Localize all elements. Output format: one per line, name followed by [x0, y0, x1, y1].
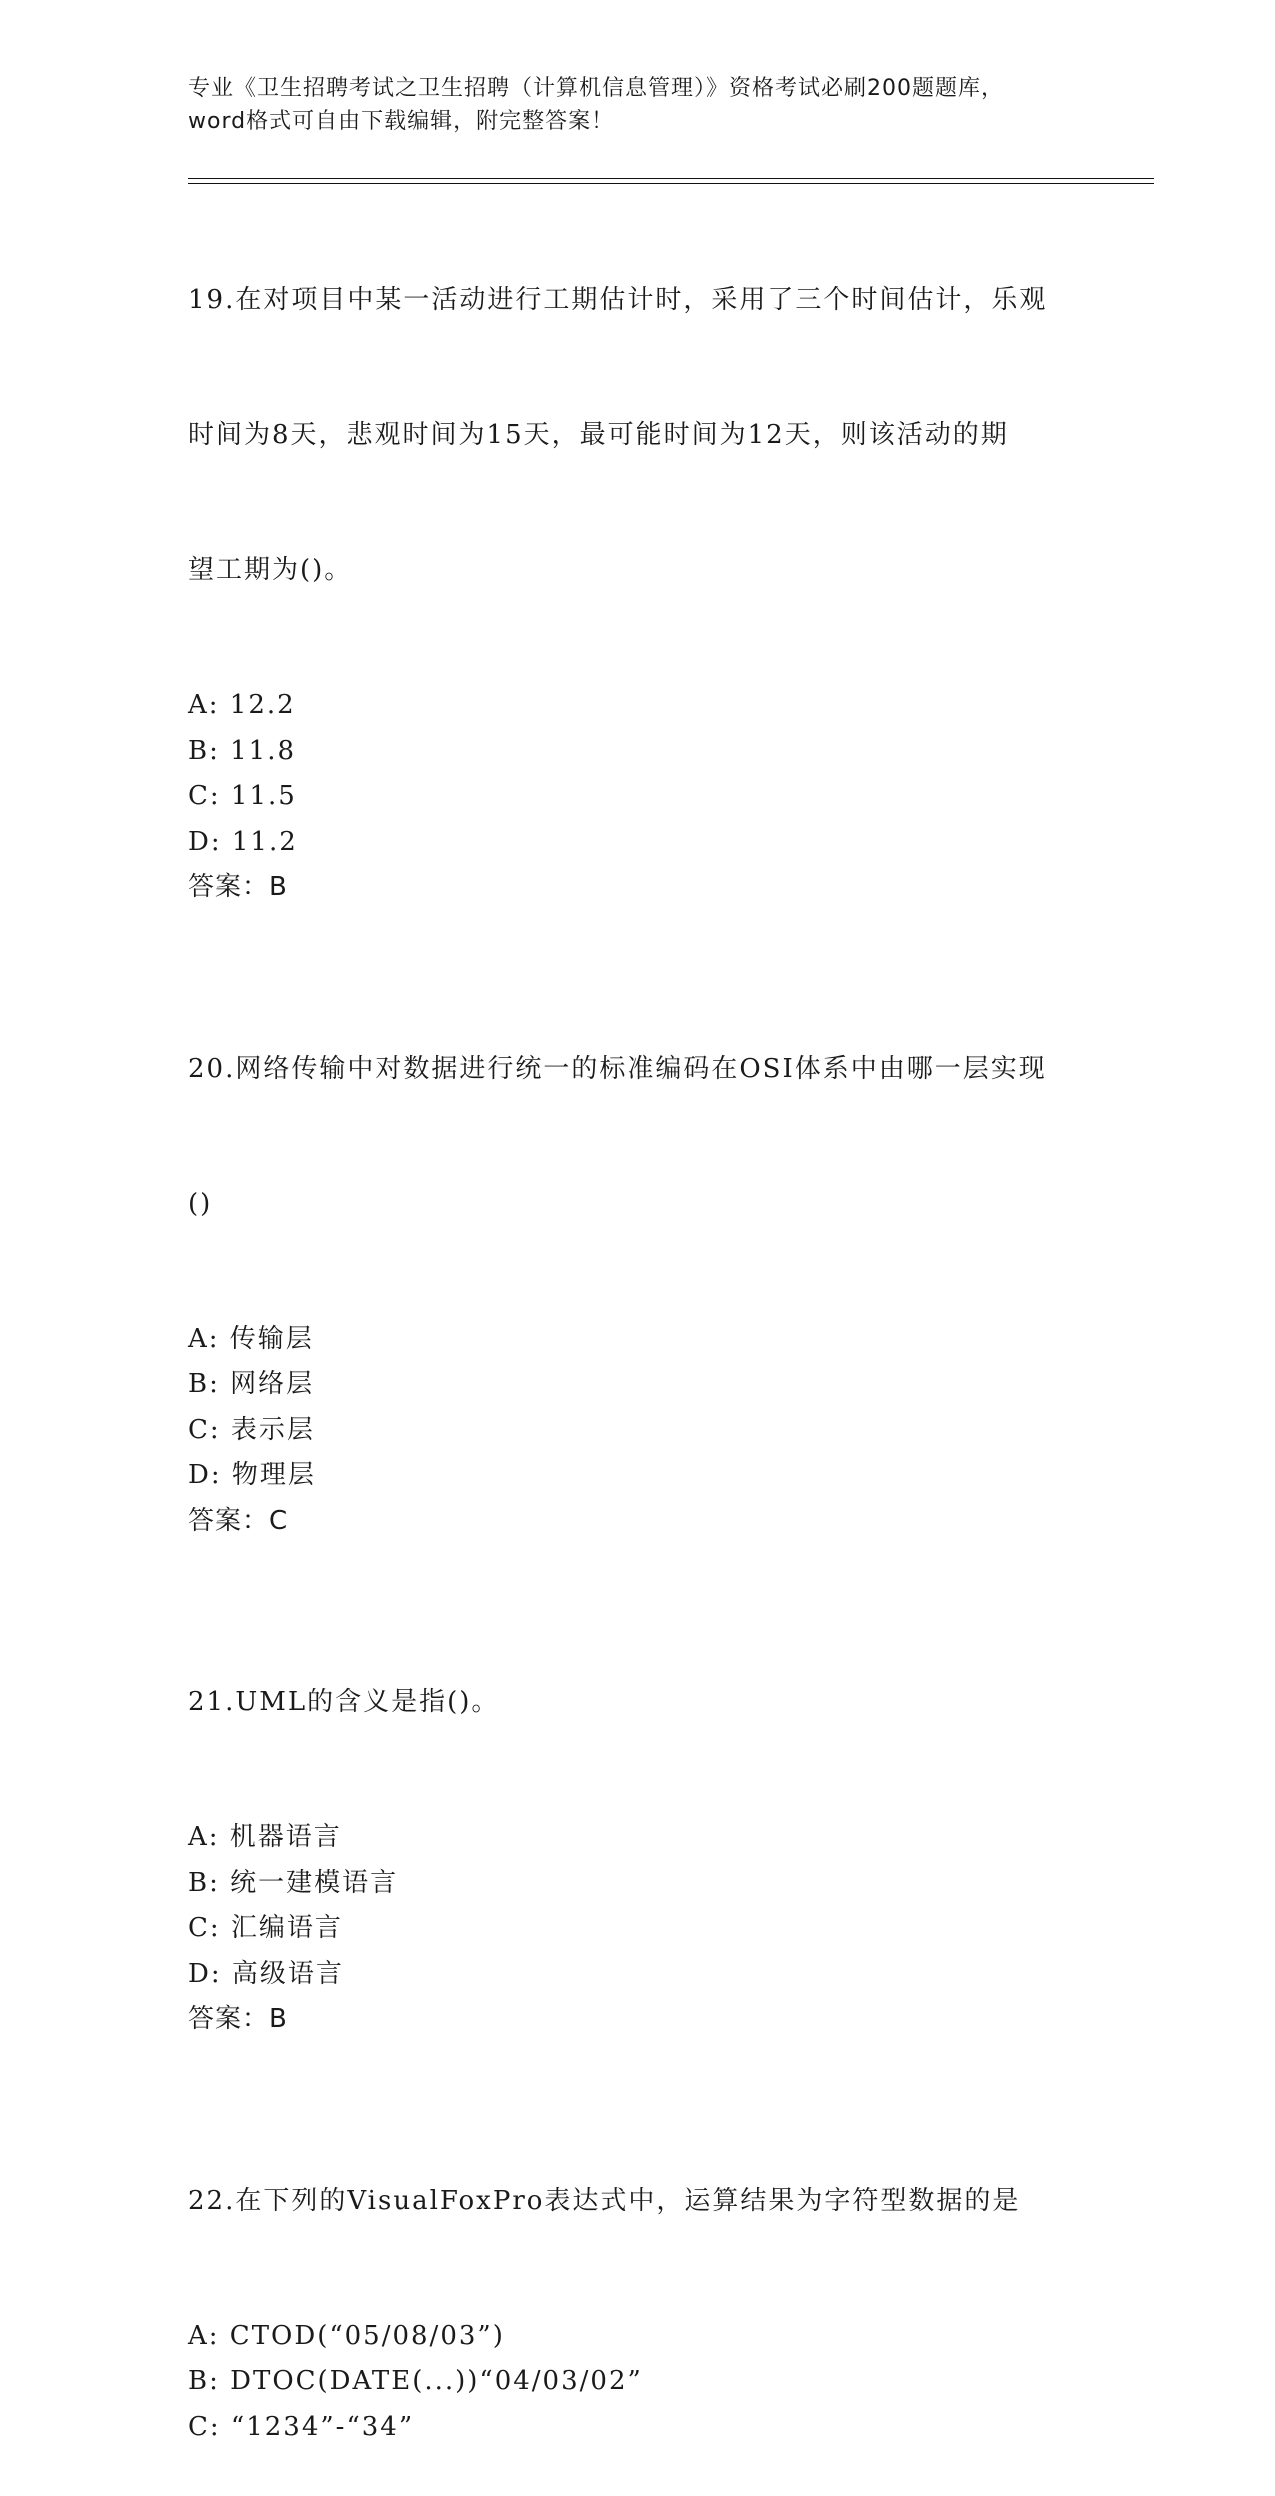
option-b: B: DTOC(DATE(...))“04/03/02”: [188, 2366, 643, 2396]
stem-line: 20.网络传输中对数据进行统一的标准编码在OSI体系中由哪一层实现: [188, 1053, 1047, 1084]
option-c: C: “1234”-“34”: [188, 2411, 415, 2442]
stem-line: 19.在对项目中某一活动进行工期估计时，采用了三个时间估计，乐观: [188, 285, 1048, 315]
option-a: A: CTOD(“05/08/03”): [188, 2320, 505, 2351]
header-divider-bottom: [188, 183, 1154, 184]
answer-label: 答案：C: [188, 1505, 289, 1536]
answer-label: 答案：B: [188, 2004, 288, 2034]
option-c: C: 11.5: [188, 781, 297, 811]
stem-line: 22.在下列的VisualFoxPro表达式中，运算结果为字符型数据的是: [188, 2185, 1021, 2216]
stem-line: 时间为8天，悲观时间为15天，最可能时间为12天，则该活动的期: [188, 420, 1009, 450]
option-d: D: 物理层: [188, 1460, 316, 1490]
question-22: [188, 2089, 1088, 2451]
header-line-1: 专业《卫生招聘考试之卫生招聘（计算机信息管理）》资格考试必刷200题题库，: [188, 76, 1004, 101]
option-d: D: 11.2: [188, 826, 298, 857]
option-a: A: 12.2: [188, 690, 296, 720]
option-c: C: 表示层: [188, 1414, 315, 1445]
question-19: [188, 188, 1088, 911]
question-stem: [188, 957, 1088, 1317]
option-a: A: 机器语言: [188, 1822, 342, 1852]
option-c: C: 汇编语言: [188, 1913, 343, 1943]
option-d: D: 高级语言: [188, 1958, 344, 1989]
stem-line: (): [188, 1188, 213, 1219]
question-list: [188, 188, 1088, 2496]
question-20: [188, 957, 1088, 1545]
question-stem: [188, 1590, 1088, 1815]
document-header: [188, 72, 1088, 138]
answer-label: 答案：B: [188, 872, 288, 902]
stem-line: 21.UML的含义是指()。: [188, 1687, 500, 1717]
question-stem: [188, 2089, 1088, 2314]
header-divider-top: [188, 178, 1154, 179]
option-b: B: 网络层: [188, 1369, 315, 1399]
option-a: A: 传输层: [188, 1323, 314, 1354]
option-b: B: 11.8: [188, 735, 297, 766]
header-line-2: word格式可自由下载编辑，附完整答案！: [188, 109, 615, 134]
question-21: [188, 1590, 1088, 2043]
stem-line: 望工期为()。: [188, 555, 353, 585]
option-b: B: 统一建模语言: [188, 1867, 399, 1898]
question-stem: [188, 188, 1088, 683]
